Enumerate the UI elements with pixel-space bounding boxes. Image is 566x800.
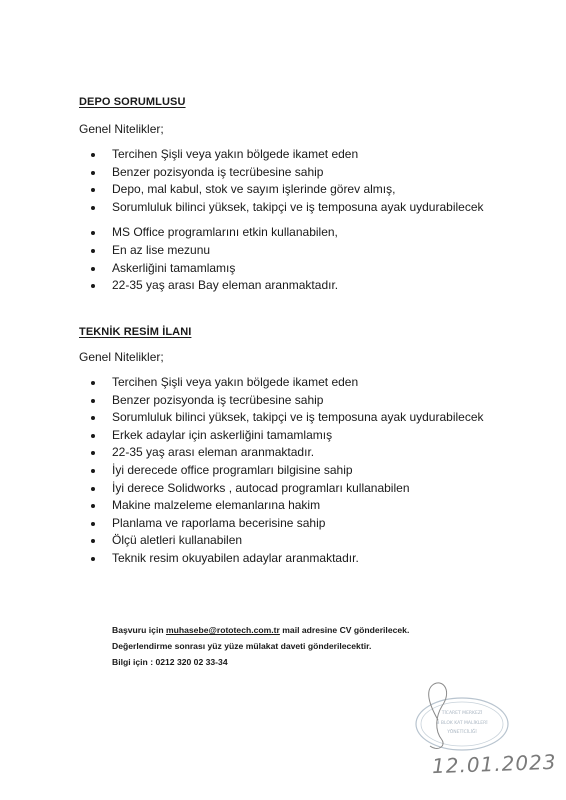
list-item: Sorumluluk bilinci yüksek, takipçi ve iş temposuna ayak uydurabilecek xyxy=(90,199,484,217)
list-item: Ölçü aletleri kullanabilen xyxy=(90,532,484,550)
teknik-title: TEKNİK RESİM İLANI xyxy=(79,326,192,338)
teknik-subtitle: Genel Nitelikler; xyxy=(79,350,164,364)
depo-title: DEPO SORUMLUSU xyxy=(79,96,186,108)
phone-line: Bilgi için : 0212 320 02 33-34 xyxy=(112,657,228,667)
list-item: Planlama ve raporlama becerisine sahip xyxy=(90,515,484,533)
list-item: Benzer pozisyonda iş tecrübesine sahip xyxy=(90,164,484,182)
apply-line xyxy=(112,622,409,638)
svg-text:B BLOK KAT MALİKLERİ: B BLOK KAT MALİKLERİ xyxy=(436,721,488,726)
list-item: En az lise mezunu xyxy=(90,242,484,260)
teknik-requirements-list xyxy=(90,374,484,568)
list-item: İyi derecede office programları bilgisine sahip xyxy=(90,462,484,480)
list-item: Teknik resim okuyabilen adaylar aranmaktadır. xyxy=(90,550,484,568)
contact-block xyxy=(112,622,409,670)
list-item: Benzer pozisyonda iş tecrübesine sahip xyxy=(90,392,484,410)
svg-text:YÖNETİCİLİĞİ: YÖNETİCİLİĞİ xyxy=(447,730,477,735)
list-item: Sorumluluk bilinci yüksek, takipçi ve iş temposuna ayak uydurabilecek xyxy=(90,409,484,427)
handwritten-date: 12.01.2023 xyxy=(431,749,557,779)
list-item: Depo, mal kabul, stok ve sayım işlerinde görev almış, xyxy=(90,181,484,199)
list-item: 22-35 yaş arası eleman aranmaktadır. xyxy=(90,444,484,462)
apply-prefix: Başvuru için xyxy=(112,625,166,635)
list-item: Erkek adaylar için askerliğini tamamlamış xyxy=(90,427,484,445)
apply-suffix: mail adresine CV gönderilecek. xyxy=(279,625,410,635)
list-item: 22-35 yaş arası Bay eleman aranmaktadır. xyxy=(90,277,484,295)
list-item: Tercihen Şişli veya yakın bölgede ikamet eden xyxy=(90,374,484,392)
depo-requirements-list xyxy=(90,146,484,295)
list-item: İyi derece Solidworks , autocad programları kullanabilen xyxy=(90,480,484,498)
list-item: Askerliğini tamamlamış xyxy=(90,260,484,278)
depo-subtitle: Genel Nitelikler; xyxy=(79,122,164,136)
list-item: MS Office programlarını etkin kullanabilen, xyxy=(90,224,484,242)
stamp-signature-graphic xyxy=(390,680,520,760)
svg-text:TİCARET MERKEZİ: TİCARET MERKEZİ xyxy=(441,711,483,716)
evaluation-line: Değerlendirme sonrası yüz yüze mülakat daveti gönderilecektir. xyxy=(112,641,372,651)
list-item: Makine malzeleme elemanlarına hakim xyxy=(90,497,484,515)
email-link[interactable]: muhasebe@rototech.com.tr xyxy=(165,625,280,635)
list-item: Tercihen Şişli veya yakın bölgede ikamet eden xyxy=(90,146,484,164)
